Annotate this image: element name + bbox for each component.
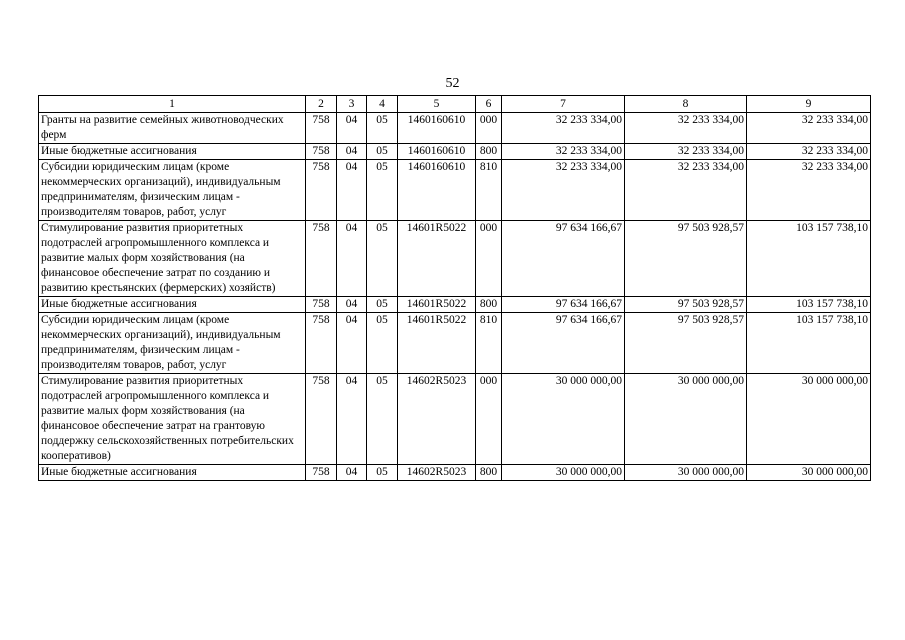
target-article-code: 14601R5022: [398, 297, 476, 313]
row-name: Стимулирование развития приоритетных подотраслей агропромышленного комплекса и развитие малых форм хозяйствования (на финансовое обеспечение затрат по созданию и развитию крестьянских (фермерских) хозяйств): [39, 221, 306, 297]
amount-col7: 32 233 334,00: [502, 144, 625, 160]
subsection-code: 05: [367, 221, 398, 297]
ministry-code: 758: [306, 221, 337, 297]
column-header: 7: [502, 96, 625, 113]
subsection-code: 05: [367, 160, 398, 221]
amount-col7: 30 000 000,00: [502, 465, 625, 481]
expense-type-code: 800: [476, 144, 502, 160]
section-code: 04: [337, 465, 367, 481]
row-name: Иные бюджетные ассигнования: [39, 297, 306, 313]
section-code: 04: [337, 160, 367, 221]
amount-col7: 97 634 166,67: [502, 221, 625, 297]
column-header: 1: [39, 96, 306, 113]
ministry-code: 758: [306, 160, 337, 221]
target-article-code: 14602R5023: [398, 465, 476, 481]
target-article-code: 14602R5023: [398, 374, 476, 465]
table-row: [39, 313, 871, 374]
expense-type-code: 800: [476, 465, 502, 481]
row-name: Субсидии юридическим лицам (кроме некоммерческих организаций), индивидуальным предпринимателям, физическим лицам - производителям товаров, работ, услуг: [39, 160, 306, 221]
ministry-code: 758: [306, 297, 337, 313]
subsection-code: 05: [367, 374, 398, 465]
amount-col8: 30 000 000,00: [625, 374, 747, 465]
table-row: [39, 144, 871, 160]
amount-col8: 97 503 928,57: [625, 221, 747, 297]
ministry-code: 758: [306, 113, 337, 144]
target-article-code: 1460160610: [398, 144, 476, 160]
amount-col9: 32 233 334,00: [747, 160, 871, 221]
amount-col9: 103 157 738,10: [747, 221, 871, 297]
subsection-code: 05: [367, 297, 398, 313]
amount-col8: 32 233 334,00: [625, 160, 747, 221]
target-article-code: 1460160610: [398, 113, 476, 144]
amount-col8: 32 233 334,00: [625, 144, 747, 160]
table-row: [39, 221, 871, 297]
section-code: 04: [337, 374, 367, 465]
page-number: 52: [445, 76, 460, 91]
subsection-code: 05: [367, 113, 398, 144]
expense-type-code: 000: [476, 221, 502, 297]
target-article-code: 1460160610: [398, 160, 476, 221]
amount-col7: 30 000 000,00: [502, 374, 625, 465]
section-code: 04: [337, 313, 367, 374]
amount-col8: 97 503 928,57: [625, 297, 747, 313]
amount-col7: 97 634 166,67: [502, 297, 625, 313]
column-header: 8: [625, 96, 747, 113]
column-header: 4: [367, 96, 398, 113]
table-header-row: [39, 96, 871, 113]
row-name: Стимулирование развития приоритетных подотраслей агропромышленного комплекса и развитие малых форм хозяйствования (на финансовое обеспечение затрат на грантовую поддержку сельскохозяйственных потребительских кооперативов): [39, 374, 306, 465]
row-name: Гранты на развитие семейных животноводческих ферм: [39, 113, 306, 144]
ministry-code: 758: [306, 313, 337, 374]
section-code: 04: [337, 113, 367, 144]
expense-type-code: 810: [476, 313, 502, 374]
expense-type-code: 000: [476, 374, 502, 465]
table-row: [39, 160, 871, 221]
column-header: 6: [476, 96, 502, 113]
amount-col8: 97 503 928,57: [625, 313, 747, 374]
ministry-code: 758: [306, 465, 337, 481]
amount-col8: 30 000 000,00: [625, 465, 747, 481]
expense-type-code: 800: [476, 297, 502, 313]
amount-col9: 30 000 000,00: [747, 374, 871, 465]
amount-col9: 30 000 000,00: [747, 465, 871, 481]
row-name: Иные бюджетные ассигнования: [39, 144, 306, 160]
table-row: [39, 113, 871, 144]
section-code: 04: [337, 144, 367, 160]
table-row: [39, 297, 871, 313]
column-header: 5: [398, 96, 476, 113]
column-header: 9: [747, 96, 871, 113]
amount-col9: 103 157 738,10: [747, 297, 871, 313]
subsection-code: 05: [367, 313, 398, 374]
column-header: 3: [337, 96, 367, 113]
budget-table: [38, 95, 871, 481]
subsection-code: 05: [367, 144, 398, 160]
section-code: 04: [337, 221, 367, 297]
amount-col9: 103 157 738,10: [747, 313, 871, 374]
section-code: 04: [337, 297, 367, 313]
amount-col8: 32 233 334,00: [625, 113, 747, 144]
expense-type-code: 810: [476, 160, 502, 221]
column-header: 2: [306, 96, 337, 113]
amount-col7: 32 233 334,00: [502, 160, 625, 221]
expense-type-code: 000: [476, 113, 502, 144]
row-name: Иные бюджетные ассигнования: [39, 465, 306, 481]
target-article-code: 14601R5022: [398, 221, 476, 297]
amount-col9: 32 233 334,00: [747, 113, 871, 144]
table-row: [39, 465, 871, 481]
amount-col7: 97 634 166,67: [502, 313, 625, 374]
row-name: Субсидии юридическим лицам (кроме некоммерческих организаций), индивидуальным предпринимателям, физическим лицам - производителям товаров, работ, услуг: [39, 313, 306, 374]
ministry-code: 758: [306, 144, 337, 160]
amount-col9: 32 233 334,00: [747, 144, 871, 160]
subsection-code: 05: [367, 465, 398, 481]
ministry-code: 758: [306, 374, 337, 465]
amount-col7: 32 233 334,00: [502, 113, 625, 144]
target-article-code: 14601R5022: [398, 313, 476, 374]
table-row: [39, 374, 871, 465]
